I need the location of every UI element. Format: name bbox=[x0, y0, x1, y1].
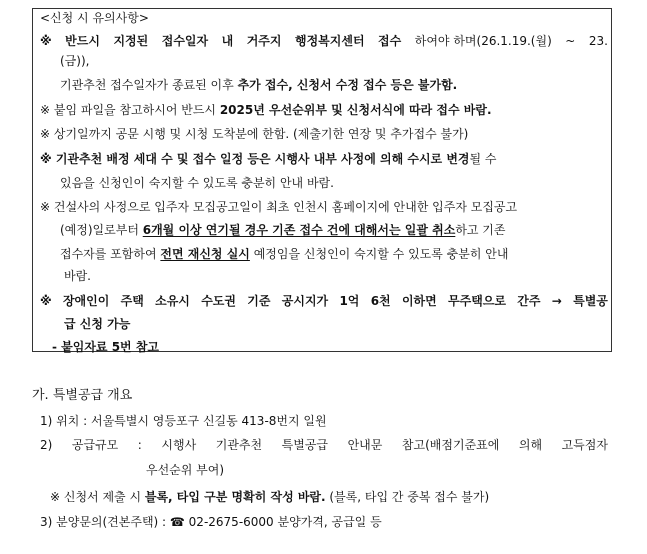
notice-item-6-line1: ※ 장애인이 주택 소유시 수도권 기준 공시지가 1억 6천 이하면 무주택으로 간주 → 특별공 bbox=[40, 294, 608, 308]
notice-item-5-line1: ※ 건설사의 사정으로 입주자 모집공고일이 최초 인천시 홈페이지에 안내한 입주자 모집공고 bbox=[40, 200, 518, 214]
supply-scale-line2: 우선순위 부여) bbox=[146, 463, 225, 477]
supply-location: 1) 위치 : 서울특별시 영등포구 신길동 413-8번지 일원 bbox=[40, 414, 327, 428]
section-title: 가. 특별공급 개요 bbox=[32, 388, 133, 403]
notice-item-5-line4: 바람. bbox=[64, 269, 91, 283]
notice-title: <신청 시 유의사항> bbox=[40, 11, 149, 25]
notice-item-2: ※ 붙임 파일을 참고하시어 반드시 2025년 우선순위부 및 신청서식에 따라 접수 바람. bbox=[40, 103, 492, 117]
notice-item-1-line3: 기관추천 접수일자가 종료된 이후 추가 접수, 신청서 수정 접수 등은 불가함. bbox=[60, 78, 458, 92]
notice-item-1-line1: ※ 반드시 지정된 접수일자 내 거주지 행정복지센터 접수 하여야 하며(26.1.19.(월) ~ 23. bbox=[40, 34, 608, 48]
notice-item-6-line2: 급 신청 가능 bbox=[64, 317, 131, 331]
notice-item-3: ※ 상기일까지 공문 시행 및 시청 도착분에 한함. (제출기한 연장 및 추가접수 불가) bbox=[40, 127, 469, 141]
notice-item-4-line2: 있음을 신청인이 숙지할 수 있도록 충분히 안내 바람. bbox=[60, 176, 334, 190]
notice-item-1-line2: (금)), bbox=[60, 54, 90, 68]
application-note: ※ 신청서 제출 시 블록, 타입 구분 명확히 작성 바람. (블록, 타입 간 중복 접수 불가) bbox=[50, 490, 490, 504]
notice-item-4-line1: ※ 기관추천 배정 세대 수 및 접수 일정 등은 시행사 내부 사정에 의해 수시로 변경될 수 bbox=[40, 152, 497, 166]
notice-item-6-line3: - 붙임자료 5번 참고 bbox=[52, 340, 160, 354]
notice-item-5-line3: 접수자를 포함하여 전면 재신청 실시 예정임을 신청인이 숙지할 수 있도록 충분히 안내 bbox=[60, 247, 509, 261]
sales-inquiry: 3) 분양문의(견본주택) : ☎ 02-2675-6000 분양가격, 공급일 등 bbox=[40, 515, 382, 529]
supply-scale-line1: 2) 공급규모 : 시행사 기관추천 특별공급 안내문 참고(배점기준표에 의해 고득점자 bbox=[40, 438, 608, 452]
notice-item-5-line2: (예정)일로부터 6개월 이상 연기될 경우 기존 접수 건에 대해서는 일괄 취소하고 기존 bbox=[60, 223, 506, 237]
phone-icon: ☎ bbox=[169, 515, 185, 529]
